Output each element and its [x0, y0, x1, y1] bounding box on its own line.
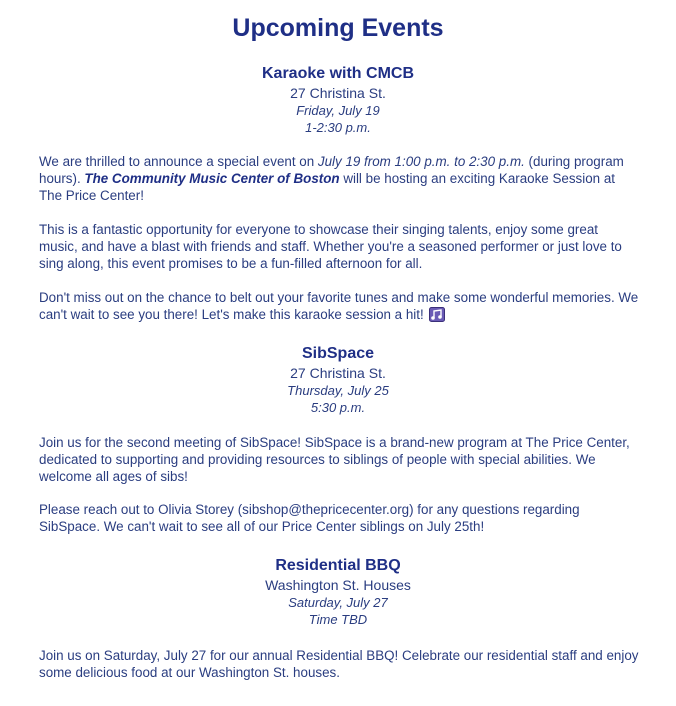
text-segment: will be hosting an exciting Karaoke Session at The Price Center!	[39, 171, 616, 203]
event-date: Thursday, July 25	[287, 383, 389, 398]
event-description-paragraph: Join us on Saturday, July 27 for our annual Residential BBQ! Celebrate our residential staff and enjoy some delicious food at our Washington St. houses.	[39, 648, 639, 680]
event-header-sibspace	[0, 343, 676, 416]
event-description-paragraph: Join us for the second meeting of SibSpace! SibSpace is a brand-new program at The Price Center, dedicated to supporting and providing resources to siblings of people with special abilities. We welcome all ages of sibs!	[39, 435, 630, 484]
event-location: 27 Christina St.	[290, 85, 386, 101]
event-datetime-highlight: July 19 from 1:00 p.m. to 2:30 p.m.	[317, 154, 525, 169]
text-segment: Don't miss out on the chance to belt out your favorite tunes and make some wonderful memories. We can't wait to see you there! Let's make this karaoke session a hit!	[39, 290, 639, 322]
event-date: Saturday, July 27	[288, 595, 388, 610]
text-segment: (during program hours).	[39, 154, 624, 186]
event-title: SibSpace	[301, 345, 375, 362]
event-description-paragraph	[39, 153, 639, 204]
page-title: Upcoming Events	[232, 14, 444, 42]
musical-notes-icon	[429, 307, 445, 322]
event-title: Karaoke with CMCB	[261, 65, 415, 82]
event-description-paragraph: Please reach out to Olivia Storey (sibshop@thepricecenter.org) for any questions regarding SibSpace. We can't wait to see all of our Price Center siblings on July 25th!	[39, 502, 580, 534]
event-description-paragraph: This is a fantastic opportunity for everyone to showcase their singing talents, enjoy some great music, and have a blast with friends and staff. Whether you're a seasoned performer or just love to sing along, this event promises to be a fun-filled afternoon for all.	[39, 222, 622, 271]
event-date: Friday, July 19	[296, 103, 380, 118]
event-location: Washington St. Houses	[265, 577, 411, 593]
event-location: 27 Christina St.	[290, 365, 386, 381]
event-description-paragraph	[39, 289, 639, 323]
text-segment: We are thrilled to announce a special event on	[39, 154, 318, 169]
event-time: 5:30 p.m.	[310, 400, 366, 415]
organization-name: The Community Music Center of Boston	[84, 171, 340, 186]
event-title: Residential BBQ	[275, 557, 401, 574]
event-time: 1-2:30 p.m.	[305, 120, 371, 135]
event-header-karaoke	[0, 63, 676, 136]
event-header-bbq	[0, 555, 676, 628]
event-time: Time TBD	[308, 612, 368, 627]
